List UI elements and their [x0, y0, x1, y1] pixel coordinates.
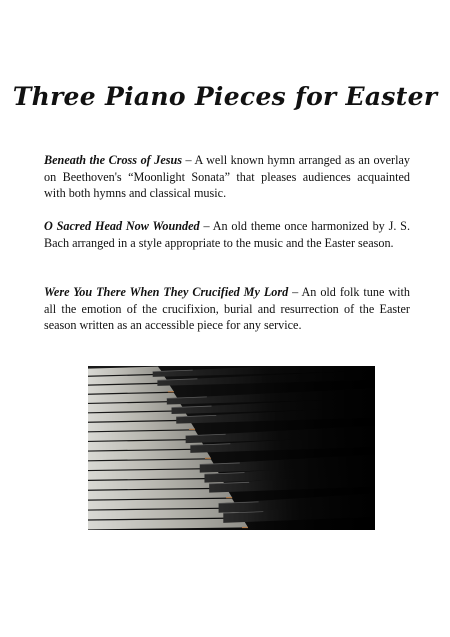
piece-title-2: O Sacred Head Now Wounded	[44, 219, 200, 233]
piece-separator-2: –	[199, 219, 213, 233]
piece-separator-3: –	[288, 285, 302, 299]
piano-keys-photo	[88, 366, 375, 530]
piece-separator-1: –	[182, 153, 195, 167]
piece-entry-1	[44, 152, 410, 202]
piano-keys-illustration	[88, 366, 375, 530]
piece-description-3: An old folk tune with all the emotion of the crucifixion, burial and resurrection of the Easter season written as an accessible piece for any service.	[44, 285, 410, 333]
page-title: Three Piano Pieces for Easter	[12, 82, 438, 111]
piece-title-1: Beneath the Cross of Jesus	[44, 153, 183, 167]
piece-entry-2	[44, 218, 410, 251]
piece-description-2: An old theme once harmonized by J. S. Bach arranged in a style appropriate to the music and the Easter season.	[44, 219, 411, 250]
piece-entry-3	[44, 284, 410, 334]
piece-description-1: A well known hymn arranged as an overlay on Beethoven's “Moonlight Sonata” that pleases audiences acquainted with both hymns and classical music.	[44, 153, 410, 201]
piece-title-3: Were You There When They Crucified My Lord	[44, 285, 289, 299]
